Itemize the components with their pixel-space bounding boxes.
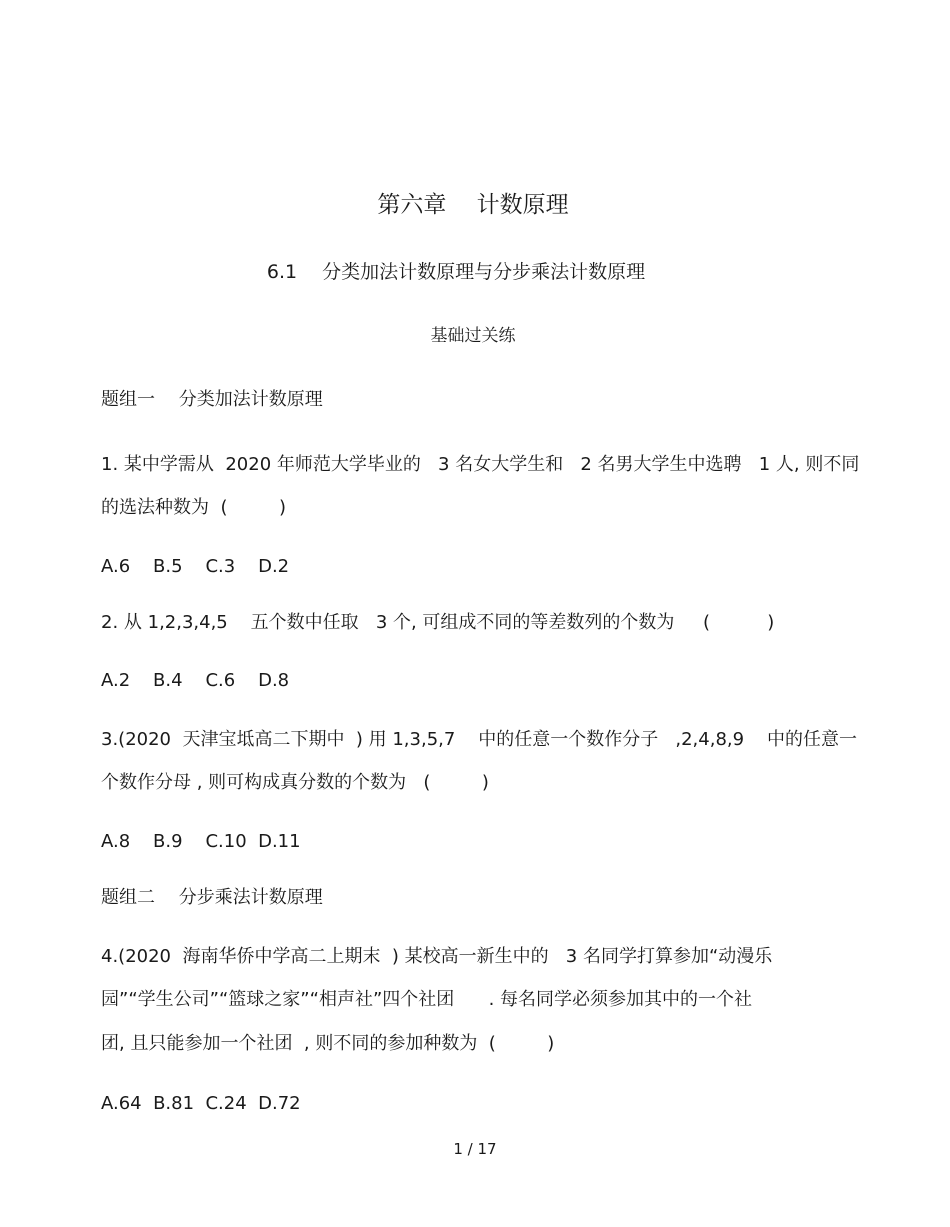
chapter-title: 第六章 计数原理 [377,192,569,218]
page-indicator: 1 / 17 [453,1140,497,1158]
question-4-line-2: 园”“学生公司”“篮球之家”“相声社”四个社团 . 每名同学必须参加其中的一个社 [101,989,753,1010]
question-3-line-2: 个数作分母 , 则可构成真分数的个数为 ( ) [101,772,489,793]
question-2-options: A.2 B.4 C.6 D.8 [101,670,290,691]
subsection-title: 基础过关练 [430,326,516,346]
question-3-options: A.8 B.9 C.10 D.11 [101,831,301,852]
group-heading-2: 题组二 分步乘法计数原理 [101,887,323,908]
section-title: 6.1 分类加法计数原理与分步乘法计数原理 [266,261,646,283]
question-4-line-3: 团, 且只能参加一个社团 , 则不同的参加种数为 ( ) [101,1033,555,1054]
question-2-line-1: 2. 从 1,2,3,4,5 五个数中任取 3 个, 可组成不同的等差数列的个数为 ( ) [101,612,775,633]
question-3-line-1: 3.(2020 天津宝坻高二下期中 ) 用 1,3,5,7 中的任意一个数作分子 ,2,4,8,9 中的任意一 [101,729,857,750]
question-4-line-1: 4.(2020 海南华侨中学高二上期末 ) 某校高一新生中的 3 名同学打算参加“动漫乐 [101,946,773,967]
question-4-options: A.64 B.81 C.24 D.72 [101,1093,301,1114]
group-heading-1: 题组一 分类加法计数原理 [101,389,323,410]
question-1-line-2: 的选法种数为 ( ) [101,497,286,518]
question-1-line-1: 1. 某中学需从 2020 年师范大学毕业的 3 名女大学生和 2 名男大学生中选聘 1 人, 则不同 [101,454,860,475]
question-1-options: A.6 B.5 C.3 D.2 [101,556,290,577]
